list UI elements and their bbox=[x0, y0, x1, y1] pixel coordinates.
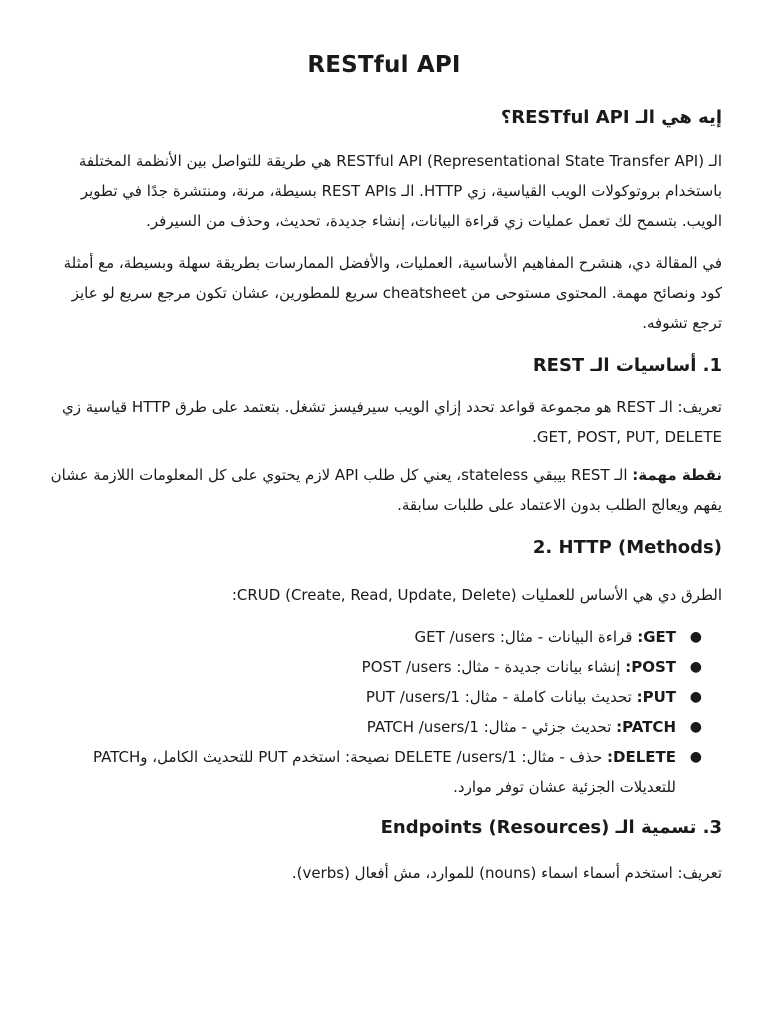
section-heading-http-methods: 2. HTTP (Methods) bbox=[532, 537, 722, 558]
list-item-post bbox=[46, 652, 722, 682]
overview-paragraph: في المقالة دي، هنشرح المفاهيم الأساسية، العمليات، والأفضل الممارسات بطريقة سهلة وبسيطة، مع أمثلة كود ونصائح مهمة. المحتوى مستوحى من cheatsheet سريع للمطورين، عشان تكون مرجع سريع لو عايز ترجع تشوفه. bbox=[63, 254, 722, 332]
list-item-delete bbox=[46, 742, 722, 802]
important-note-label: نقطة مهمة: bbox=[632, 466, 722, 484]
method-name: PATCH: bbox=[616, 718, 676, 736]
http-methods-list bbox=[46, 622, 722, 802]
method-name: GET: bbox=[637, 628, 676, 646]
bullet-icon: ● bbox=[689, 749, 702, 765]
important-note-text: الـ REST بيبقي stateless، يعني كل طلب API لازم يحتوي على كل المعلومات اللازمة عشان يفهم ويعالج الطلب بدون الاعتماد على طلبات سابقة. bbox=[50, 466, 722, 514]
section-heading-rest-basics: 1. أساسيات الـ REST bbox=[532, 355, 722, 376]
section-heading-endpoints-naming: 3. تسمية الـ Endpoints (Resources) bbox=[380, 817, 722, 838]
method-name: DELETE: bbox=[607, 748, 676, 766]
intro-paragraph: الـ RESTful API (Representational State Transfer API) هي طريقة للتواصل بين الأنظمة المختلفة باستخدام بروتوكولات الويب القياسية، زي HTTP. الـ REST APIs بسيطة، مرنة، ومنتشرة جدًا في تطوير الويب. بتسمح لك تعمل عمليات زي قراءة البيانات، إنشاء جديدة، تحديث، وحذف من السيرفر. bbox=[78, 152, 722, 230]
bullet-icon: ● bbox=[689, 659, 702, 675]
important-note-paragraph bbox=[46, 460, 722, 520]
rest-definition-paragraph: تعريف: الـ REST هو مجموعة قواعد تحدد إزاي الويب سيرفيسز تشغل. بتعتمد على طرق HTTP قياسية زي GET, POST, PUT, DELETE. bbox=[61, 398, 722, 446]
method-description: إنشاء بيانات جديدة - مثال: POST /users bbox=[361, 658, 626, 676]
section-heading-what-is-restful: إيه هي الـ RESTful API؟ bbox=[500, 107, 722, 128]
bullet-icon: ● bbox=[689, 629, 702, 645]
method-description: تحديث بيانات كاملة - مثال: PUT /users/1 bbox=[365, 688, 637, 706]
endpoints-definition-paragraph: تعريف: استخدم أسماء اسماء (nouns) للموارد، مش أفعال (verbs). bbox=[291, 864, 722, 882]
method-description: تحديث جزئي - مثال: PATCH /users/1 bbox=[366, 718, 617, 736]
method-name: POST: bbox=[625, 658, 676, 676]
crud-intro-paragraph: الطرق دي هي الأساس للعمليات (CRUD (Create, Read, Update, Delete: bbox=[231, 586, 722, 604]
method-description: حذف - مثال: DELETE /users/1 نصيحة: استخدم PUT للتحديث الكامل، وPATCH للتعديلات الجزئية عشان توفر موارد. bbox=[93, 748, 676, 796]
list-item-put bbox=[46, 682, 722, 712]
bullet-icon: ● bbox=[689, 719, 702, 735]
method-name: PUT: bbox=[636, 688, 676, 706]
document-title: RESTful API bbox=[307, 52, 461, 78]
list-item-patch bbox=[46, 712, 722, 742]
method-description: قراءة البيانات - مثال: GET /users bbox=[414, 628, 638, 646]
bullet-icon: ● bbox=[689, 689, 702, 705]
list-item-get bbox=[46, 622, 722, 652]
